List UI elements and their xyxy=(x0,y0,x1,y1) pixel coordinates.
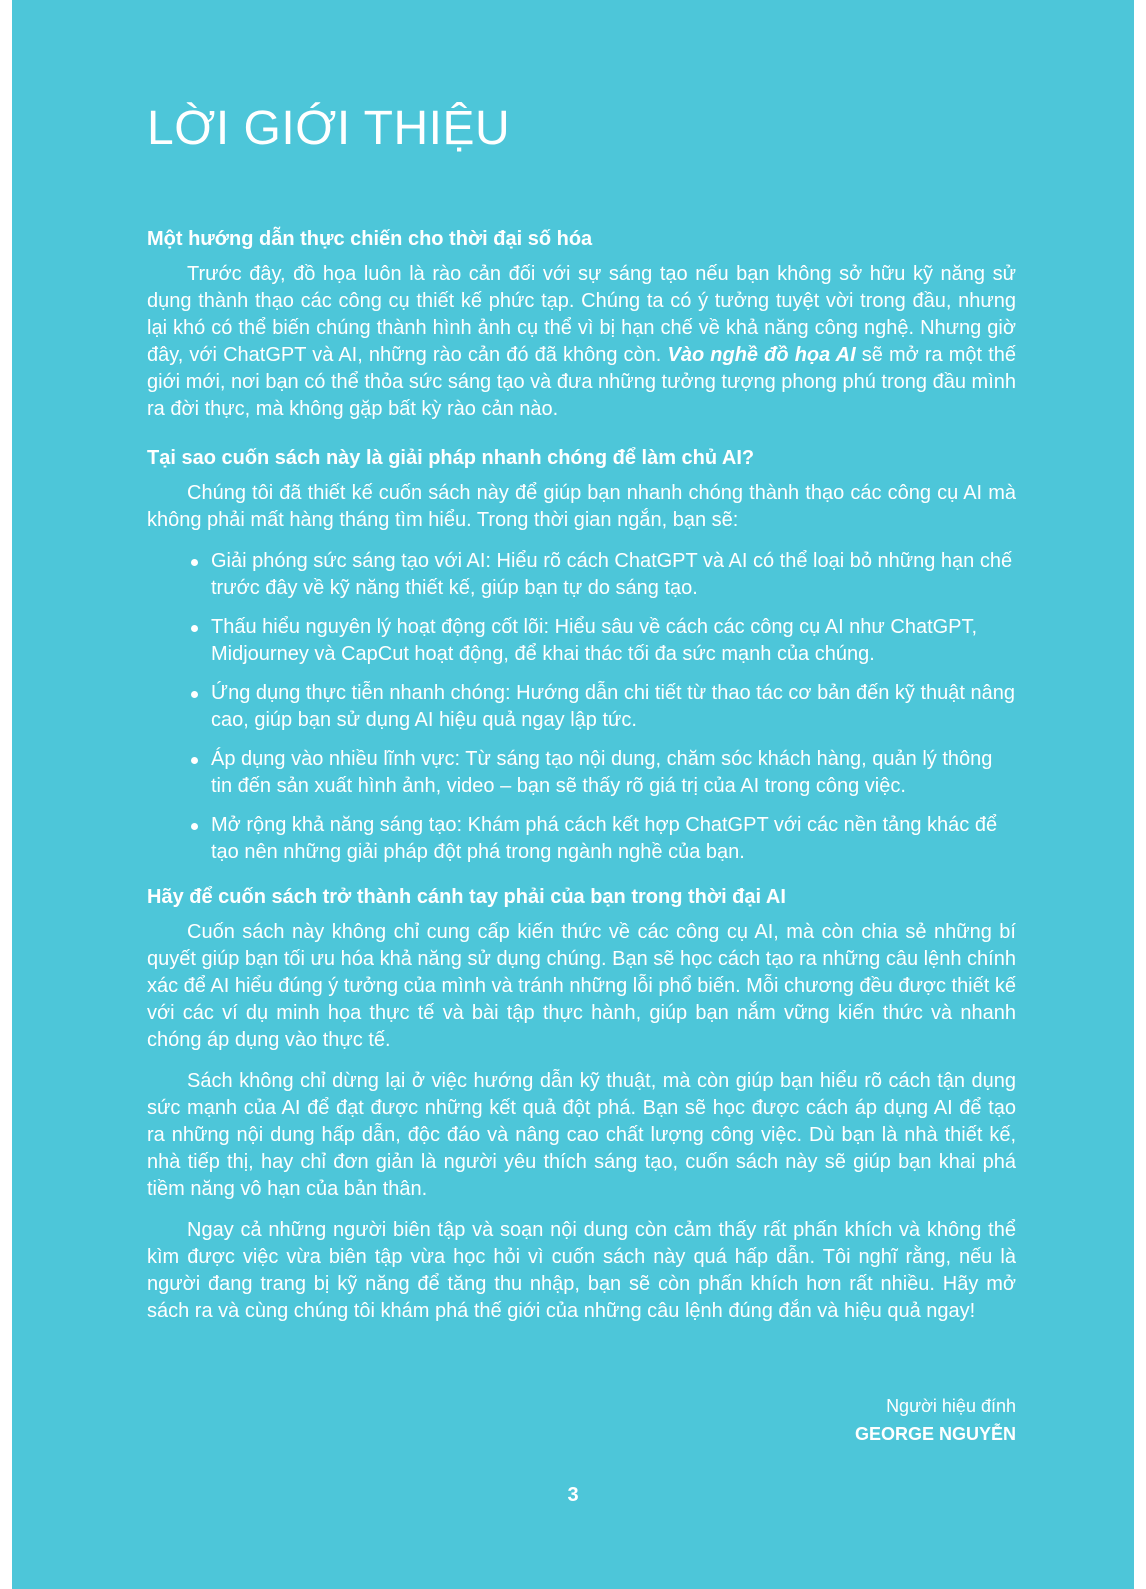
section-heading-3: Hãy để cuốn sách trở thành cánh tay phải của bạn trong thời đại AI xyxy=(147,886,786,908)
signature-role: Người hiệu đính xyxy=(886,1396,1016,1416)
signature-block xyxy=(147,1392,1016,1448)
section-1-paragraph xyxy=(147,261,1016,423)
paragraph-text: sẽ mở ra một thế giới mới, nơi bạn có thể thỏa sức sáng tạo và đưa những tưởng tượng phong phú trong đầu mình ra đời thực, mà không gặp bất kỳ rào cản nào. xyxy=(147,344,1016,420)
benefits-list xyxy=(147,548,1016,866)
list-item-text: Mở rộng khả năng sáng tạo: Khám phá cách kết hợp ChatGPT với các nền tảng khác để tạo nên những giải pháp đột phá trong ngành nghề của bạn. xyxy=(211,814,998,863)
bullet-icon xyxy=(191,757,198,764)
section-heading-2: Tại sao cuốn sách này là giải pháp nhanh chóng để làm chủ AI? xyxy=(147,447,755,469)
list-item-text: Áp dụng vào nhiều lĩnh vực: Từ sáng tạo nội dung, chăm sóc khách hàng, quản lý thông tin đến sản xuất hình ảnh, video – bạn sẽ thấy rõ giá trị của AI trong công việc. xyxy=(211,748,993,797)
list-item xyxy=(147,746,1016,800)
list-item xyxy=(147,680,1016,734)
section-3-paragraph-3: Ngay cả những người biên tập và soạn nội dung còn cảm thấy rất phấn khích và không thể kìm được việc vừa biên tập vừa học hỏi vì cuốn sách này quá hấp dẫn. Tôi nghĩ rằng, nếu là người đang trang bị kỹ năng để tăng thu nhập, bạn sẽ còn phấn khích hơn rất nhiều. Hãy mở sách ra và cùng chúng tôi khám phá thế giới của những câu lệnh đúng đắn và hiệu quả ngay! xyxy=(147,1219,1016,1322)
signature-name: GEORGE NGUYỄN xyxy=(854,1424,1016,1444)
list-item xyxy=(147,812,1016,866)
bullet-icon xyxy=(191,691,198,698)
book-title-emphasis: Vào nghề đồ họa AI xyxy=(667,344,856,366)
list-item-text: Giải phóng sức sáng tạo với AI: Hiểu rõ cách ChatGPT và AI có thể loại bỏ những hạn chế trước đây về kỹ năng thiết kế, giúp bạn tự do sáng tạo. xyxy=(211,550,1013,599)
section-heading-1: Một hướng dẫn thực chiến cho thời đại số hóa xyxy=(147,228,593,250)
section-3-paragraph-1: Cuốn sách này không chỉ cung cấp kiến thức về các công cụ AI, mà còn chia sẻ những bí quyết giúp bạn tối ưu hóa khả năng sử dụng chúng. Bạn sẽ học cách tạo ra những câu lệnh chính xác để AI hiểu đúng ý tưởng của mình và tránh những lỗi phổ biến. Mỗi chương đều được thiết kế với các ví dụ minh họa thực tế và bài tập thực hành, giúp bạn nắm vững kiến thức và nhanh chóng áp dụng vào thực tế. xyxy=(147,921,1016,1051)
list-item-text: Ứng dụng thực tiễn nhanh chóng: Hướng dẫn chi tiết từ thao tác cơ bản đến kỹ thuật nâng cao, giúp bạn sử dụng AI hiệu quả ngay lập tức. xyxy=(211,682,1016,731)
page-number: 3 xyxy=(567,1484,579,1506)
body-text xyxy=(147,226,1016,1339)
list-item-text: Thấu hiểu nguyên lý hoạt động cốt lõi: Hiểu sâu về cách các công cụ AI như ChatGPT, Midjourney và CapCut hoạt động, để khai thác tối đa sức mạnh của chúng. xyxy=(211,616,978,665)
list-item xyxy=(147,614,1016,668)
page-title: LỜI GIỚI THIỆU xyxy=(147,102,511,155)
paragraph-text: Trước đây, đồ họa luôn là rào cản đối với sự sáng tạo nếu bạn không sở hữu kỹ năng sử dụng thành thạo các công cụ thiết kế phức tạp. Chúng ta có ý tưởng tuyệt vời trong đầu, nhưng lại khó có thể biến chúng thành hình ảnh cụ thể vì bị hạn chế về khả năng công nghệ. Nhưng giờ đây, với ChatGPT và AI, những rào cản đó đã không còn. xyxy=(147,263,1016,366)
bullet-icon xyxy=(191,559,198,566)
bullet-icon xyxy=(191,625,198,632)
list-item xyxy=(147,548,1016,602)
bullet-icon xyxy=(191,823,198,830)
section-3-paragraph-2: Sách không chỉ dừng lại ở việc hướng dẫn kỹ thuật, mà còn giúp bạn hiểu rõ cách tận dụng sức mạnh của AI để đạt được những kết quả đột phá. Bạn sẽ học được cách áp dụng AI để tạo ra những nội dung hấp dẫn, độc đáo và nâng cao chất lượng công việc. Dù bạn là nhà thiết kế, nhà tiếp thị, hay chỉ đơn giản là người yêu thích sáng tạo, cuốn sách này sẽ giúp bạn khai phá tiềm năng vô hạn của bản thân. xyxy=(147,1070,1016,1200)
book-page xyxy=(12,0,1134,1589)
section-2-intro: Chúng tôi đã thiết kế cuốn sách này để giúp bạn nhanh chóng thành thạo các công cụ AI mà không phải mất hàng tháng tìm hiểu. Trong thời gian ngắn, bạn sẽ: xyxy=(147,482,1016,531)
